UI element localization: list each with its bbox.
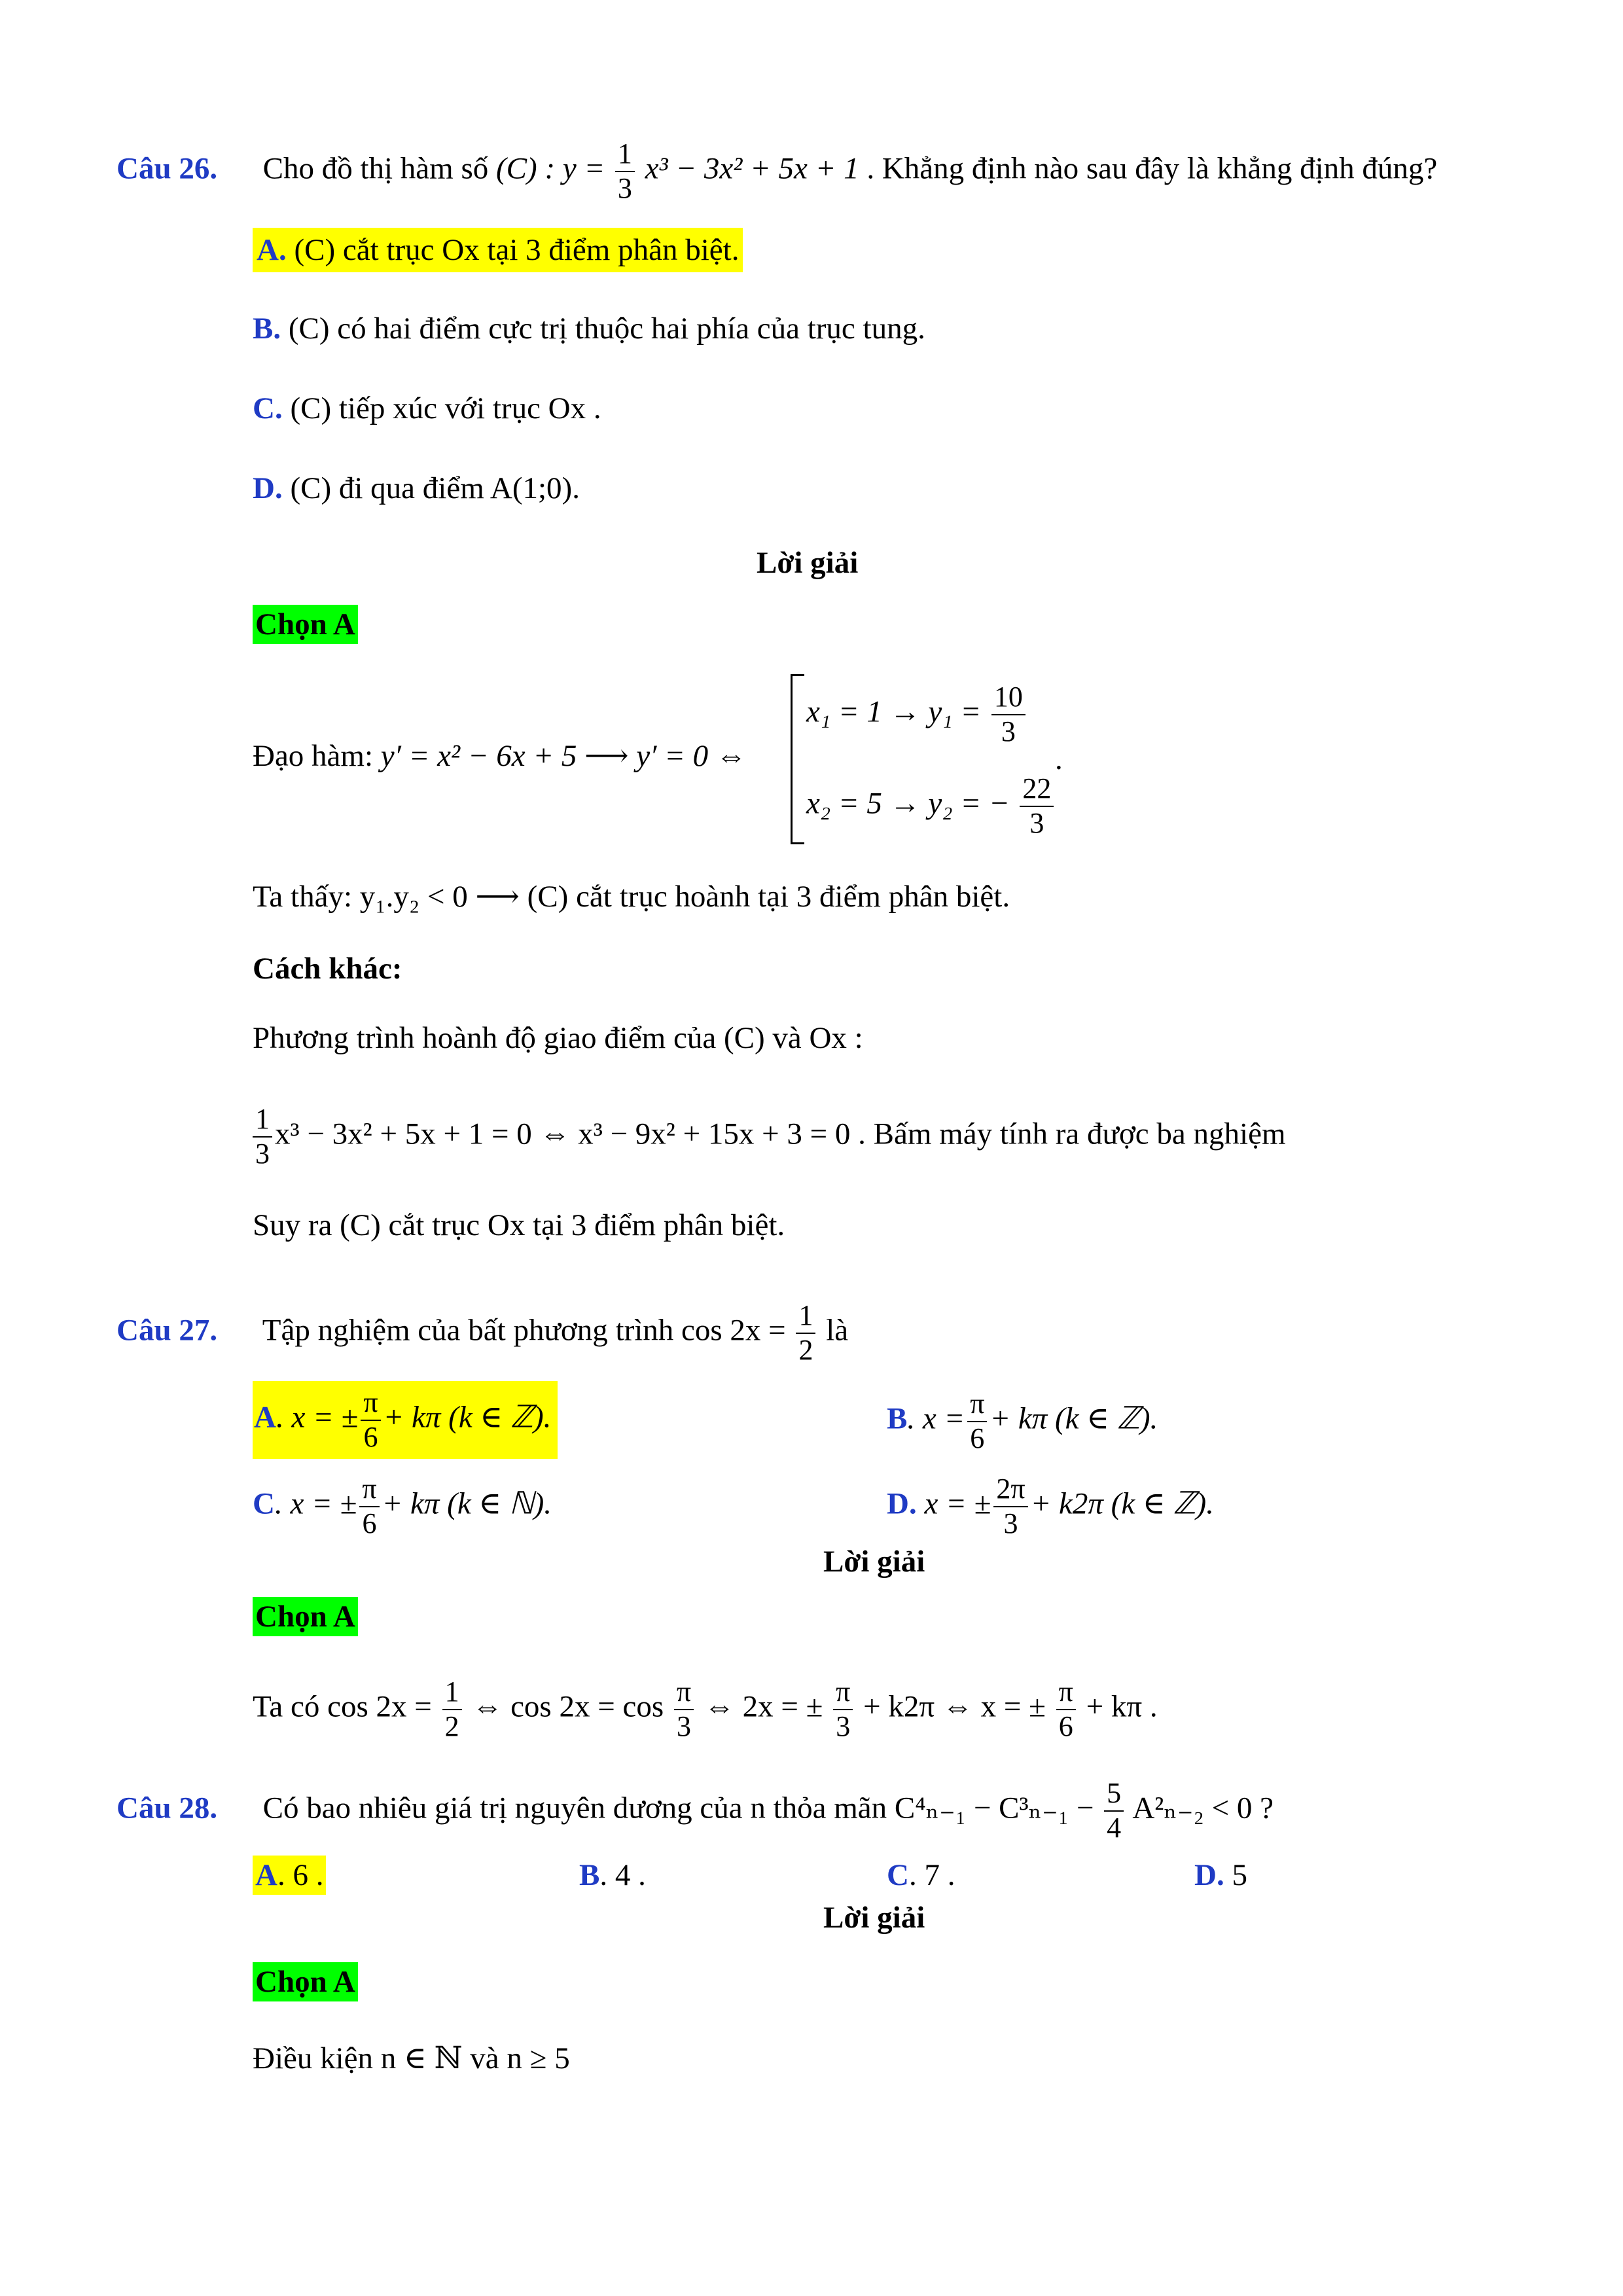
q27-stem: Tập nghiệm của bất phương trình cos 2x = — [262, 1313, 786, 1348]
q26-option-d[interactable] — [253, 469, 580, 508]
q26-case-2: x₂ = 5 → y₂ = − $\frac{22}{3}$ — [806, 772, 1056, 840]
q26-alt-title: Cách khác: — [253, 952, 402, 986]
q26-option-c-label: C. — [253, 391, 283, 425]
q26-option-a[interactable] — [253, 230, 743, 270]
q27-option-d-label: D. — [887, 1486, 917, 1521]
q26-option-a-text: (C) cắt trục Ox tại 3 điểm phân biệt. — [294, 233, 740, 267]
q26-derivative-eq: y′ = x² − 6x + 5 ⟶ y′ = 0 ⇔ — [380, 739, 747, 773]
q26-option-c-text: (C) tiếp xúc với trục Ox . — [290, 391, 601, 425]
q26-derivative-label: Đạo hàm: — [253, 739, 374, 773]
q28-option-b-label: B — [579, 1858, 600, 1892]
q27-solution-eq: Ta có cos 2x = $\frac{1}{2}$ ⇔ cos 2x = cos $\frac{\pi}{3}$ ⇔ 2x = ± $\frac{\pi}{3}$ + k2π ⇔ x = ± $\frac{\pi}{6}$ + kπ . — [253, 1676, 1158, 1742]
q28-option-a[interactable]: A. 6 . — [253, 1856, 326, 1895]
q28-label: Câu 28. — [116, 1791, 218, 1825]
q28-option-a-label: A — [255, 1858, 277, 1892]
q27-label: Câu 27. — [116, 1313, 218, 1348]
q26-observation: Ta thấy: y₁.y₂ < 0 ⟶ (C) cắt trục hoành tại 3 điểm phân biệt. — [253, 880, 1010, 914]
q27-solution-title: Lời giải — [823, 1545, 925, 1579]
q27-option-d[interactable]: D. x = ± $\frac{2\pi}{3}$ + k2π (k ∈ ℤ). — [887, 1473, 1214, 1539]
q28-stem-a: Có bao nhiêu giá trị nguyên dương của n thỏa mãn C⁴ₙ₋₁ − C³ₙ₋₁ − — [262, 1791, 1094, 1825]
q27-option-c[interactable]: C. x = ± $\frac{\pi}{6}$ + kπ (k ∈ ℕ). — [253, 1473, 552, 1539]
q26-option-d-text: (C) đi qua điểm A(1;0). — [290, 471, 580, 505]
q26-solution-title: Lời giải — [757, 546, 859, 580]
q28-solution-title: Lời giải — [823, 1901, 925, 1935]
q28-option-d[interactable]: D. 5 — [1194, 1858, 1247, 1892]
q28-option-c-label: C — [887, 1858, 909, 1892]
q28-condition: Điều kiện n ∈ ℕ và n ≥ 5 — [253, 2041, 570, 2075]
q27-option-a-label: A — [254, 1400, 276, 1435]
q28-option-d-label: D. — [1194, 1858, 1224, 1892]
q28-choose: Chọn A — [253, 1962, 358, 2001]
q26-fn-fraction: $\frac{1}{3}$ — [615, 137, 635, 205]
q26-choose: Chọn A — [253, 605, 358, 644]
q26-option-c[interactable] — [253, 389, 601, 428]
q28-option-c[interactable]: C. 7 . — [887, 1858, 955, 1892]
q26-fn-pre: : y = — [544, 151, 605, 186]
q26-stem-line — [116, 137, 1437, 205]
q26-option-a-label: A. — [257, 233, 287, 267]
q26-stem-b: . Khẳng định nào sau đây là khẳng định đúng? — [866, 151, 1438, 186]
q27-stem-line: Câu 27. Tập nghiệm của bất phương trình cos 2x = $\frac{1}{2}$ là — [116, 1299, 849, 1366]
q27-choose: Chọn A — [253, 1597, 358, 1636]
q26-option-d-label: D. — [253, 471, 283, 505]
q26-case-end: . — [1055, 742, 1063, 776]
q26-label: Câu 26. — [116, 151, 218, 186]
q27-option-b-label: B — [887, 1401, 908, 1436]
q26-alt-equation: $\frac{1}{3}$ x³ − 3x² + 5x + 1 = 0 ⇔ x³ − 9x² + 15x + 3 = 0 . Bấm máy tính ra được ba nghiệm — [253, 1103, 1286, 1170]
q27-option-c-label: C — [253, 1486, 275, 1521]
q26-derivative — [253, 736, 747, 776]
q26-case-1: x₁ = 1 → y₁ = $\frac{10}{3}$ — [806, 681, 1028, 748]
q27-option-b[interactable]: B. x = $\frac{\pi}{6}$ + kπ (k ∈ ℤ). — [887, 1388, 1158, 1454]
q26-curve: (C) — [496, 151, 537, 186]
q26-alt-conclusion: Suy ra (C) cắt trục Ox tại 3 điểm phân biệt. — [253, 1208, 785, 1242]
q26-option-b-label: B. — [253, 312, 281, 346]
q28-option-b[interactable]: B. 4 . — [579, 1858, 646, 1892]
q28-stem-line: Câu 28. Có bao nhiêu giá trị nguyên dương của n thỏa mãn C⁴ₙ₋₁ − C³ₙ₋₁ − $\frac{5}{4}$ A²ₙ₋₂ < 0 ? — [116, 1777, 1274, 1844]
q27-option-a[interactable]: A. x = ± $\frac{\pi}{6}$ + kπ (k ∈ ℤ). — [253, 1381, 558, 1459]
q28-stem-b: A²ₙ₋₂ < 0 ? — [1132, 1791, 1274, 1825]
q26-option-b[interactable] — [253, 309, 925, 348]
q26-alt-line1: Phương trình hoành độ giao điểm của (C) và Ox : — [253, 1021, 863, 1055]
q26-option-b-text: (C) có hai điểm cực trị thuộc hai phía của trục tung. — [288, 312, 925, 346]
q26-stem-a: Cho đồ thị hàm số — [262, 151, 489, 186]
q26-fn-post: x³ − 3x² + 5x + 1 — [645, 151, 859, 186]
